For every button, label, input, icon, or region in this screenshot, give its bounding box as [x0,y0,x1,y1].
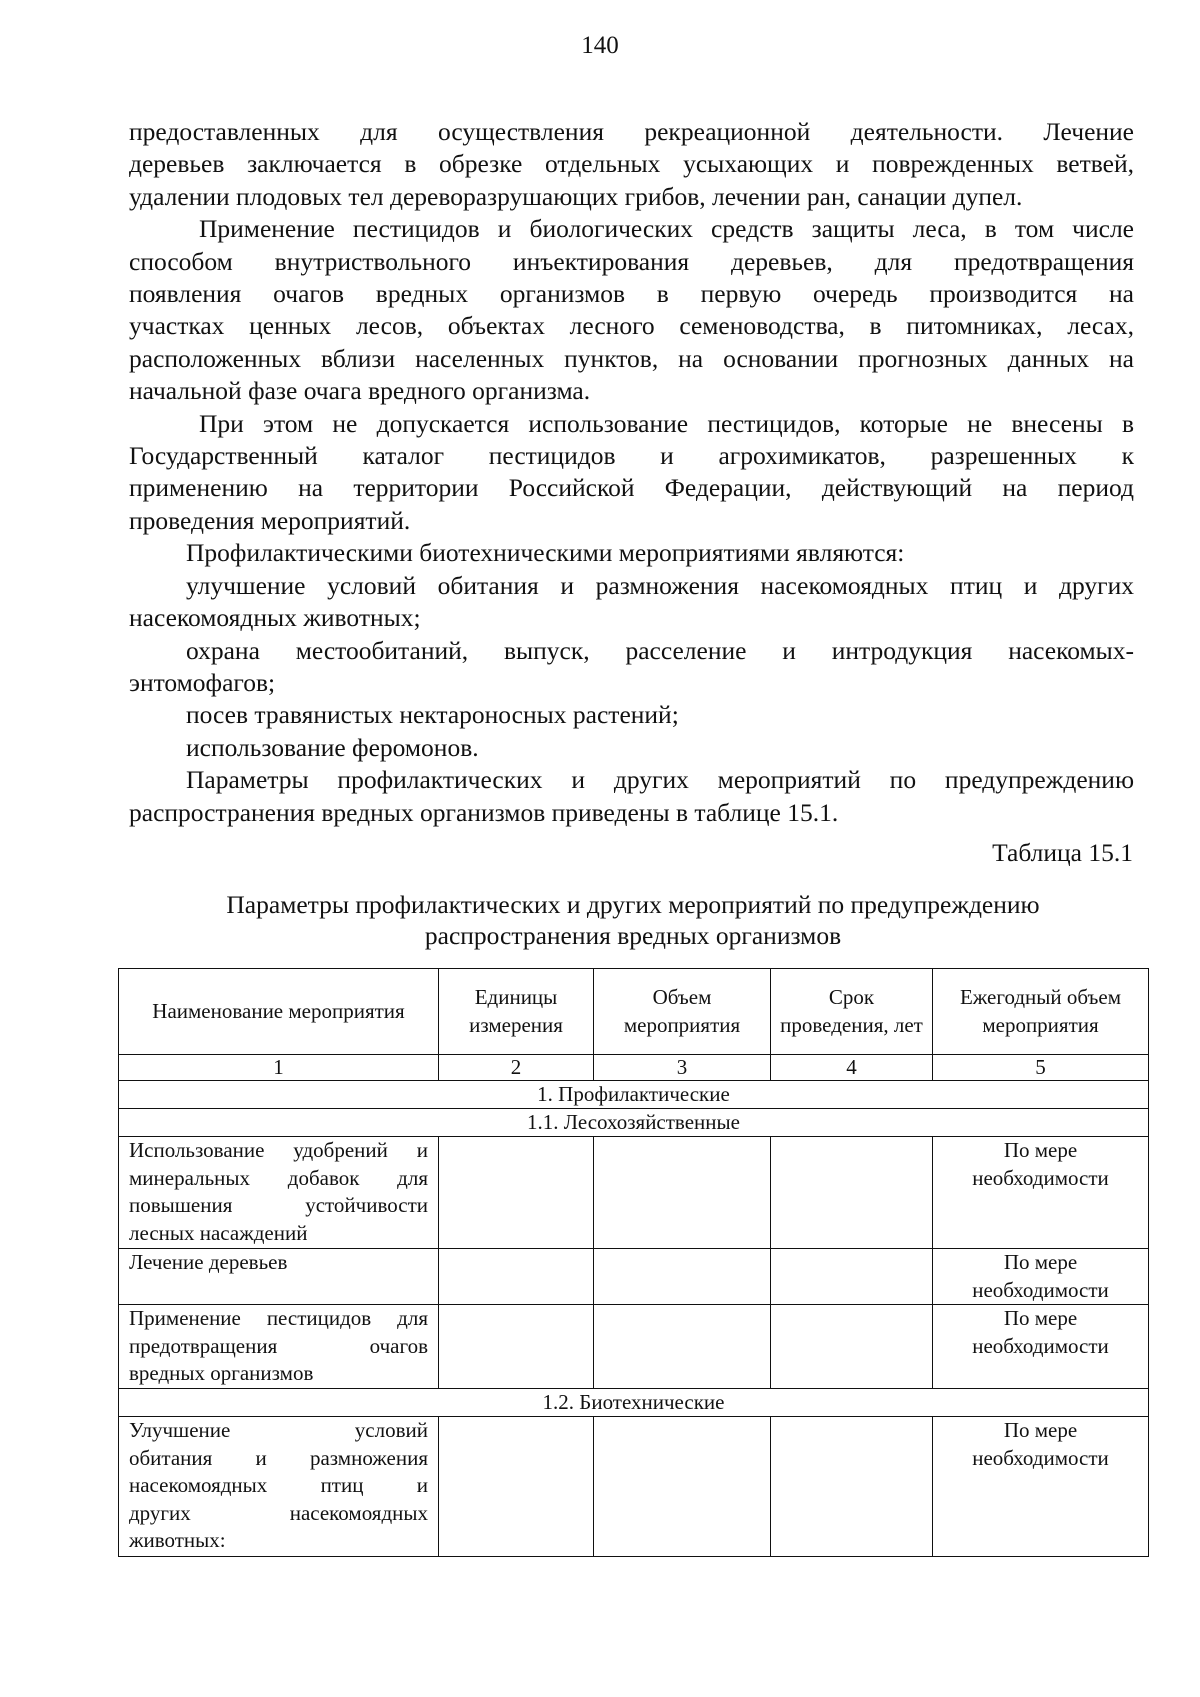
column-number: 5 [933,1055,1149,1081]
annual-volume-line: необходимости [972,1333,1109,1358]
table-row [119,1249,1149,1305]
header-cell: Единицы измерения [439,969,594,1055]
volume-cell [594,1305,771,1389]
measure-name-line: повышения устойчивости [129,1193,428,1217]
annual-volume-cell [933,1249,1149,1305]
period-cell [771,1249,933,1305]
measure-name-line: других насекомоядных [129,1500,428,1525]
paragraph: начальной фазе очага вредного организма. [129,376,591,406]
annual-volume-cell [933,1417,1149,1557]
header-cell: Объем мероприятия [594,969,771,1055]
list-item: охрана местообитаний, выпуск, расселение и интродукция насекомых- [186,635,1134,665]
annual-volume-line: По мере [1003,1306,1078,1330]
header-cell: Наименование мероприятия [119,969,439,1055]
body-text [129,116,1134,829]
paragraph: Государственный каталог пестицидов и агрохимикатов, разрешенных к [129,441,1134,471]
column-number-row [119,1055,1149,1081]
period-cell [771,1137,933,1249]
paragraph: расположенных вблизи населенных пунктов, на основании прогнозных данных на [129,343,1134,373]
paragraph: При этом не допускается использование пестицидов, которые не внесены в [199,408,1134,438]
measure-name-line: насекомоядных птиц и [129,1473,428,1497]
paragraph: участках ценных лесов, объектах лесного семеноводства, в питомниках, лесах, [129,311,1134,341]
paragraph: предоставленных для осуществления рекреационной деятельности. Лечение [129,117,1134,146]
header-cell: Срок проведения, лет [771,969,933,1055]
measure-name-line: обитания и размножения [129,1445,428,1470]
table-row [119,1417,1149,1557]
annual-volume-cell [933,1305,1149,1389]
annual-volume-cell [933,1137,1149,1249]
annual-volume-line: необходимости [972,1277,1109,1302]
annual-volume-line: По мере [1003,1418,1078,1442]
measure-name-cell [119,1417,439,1557]
measure-name-line: минеральных добавок для [129,1165,428,1190]
paragraph: распространения вредных организмов приведены в таблице 15.1. [129,797,839,827]
list-item: улучшение условий обитания и размножения насекомоядных птиц и других [186,570,1134,600]
measure-name-cell [119,1305,439,1389]
subsection-heading: 1.2. Биотехнические [119,1389,1149,1417]
column-number: 3 [594,1055,771,1081]
table-title-line: распространения вредных организмов [424,921,842,950]
measure-name-line: лесных насаждений [129,1220,308,1245]
volume-cell [594,1249,771,1305]
volume-cell [594,1137,771,1249]
measure-name-cell [119,1249,439,1305]
column-number: 4 [771,1055,933,1081]
measure-name-line: предотвращения очагов [129,1333,428,1358]
measure-name-line: животных: [129,1528,226,1552]
column-number: 1 [119,1055,439,1081]
measure-name-line: Улучшение условий [129,1418,428,1442]
paragraph: Профилактическими биотехническими мероприятиями являются: [186,538,905,568]
paragraph: появления очагов вредных организмов в первую очередь производится на [129,279,1134,309]
section-row [119,1081,1149,1109]
period-cell [771,1417,933,1557]
unit-cell [439,1305,594,1389]
paragraph: удалении плодовых тел дереворазрушающих грибов, лечении ран, санации дупел. [129,181,1023,211]
section-heading: 1. Профилактические [119,1081,1149,1109]
annual-volume-line: необходимости [972,1445,1109,1470]
measure-name-line: Лечение деревьев [129,1250,288,1274]
measure-name-line: Применение пестицидов для [129,1306,428,1330]
table-row [119,1305,1149,1389]
unit-cell [439,1249,594,1305]
paragraph: применению на территории Российской Федерации, действующий на период [129,473,1134,503]
column-number: 2 [439,1055,594,1081]
table-header-row [119,969,1149,1055]
annual-volume-line: По мере [1003,1138,1078,1162]
section-row [119,1109,1149,1137]
annual-volume-line: По мере [1003,1250,1078,1274]
measure-name-line: Использование удобрений и [129,1138,428,1162]
period-cell [771,1305,933,1389]
annual-volume-line: необходимости [972,1165,1109,1190]
table-title [118,889,1148,951]
unit-cell [439,1417,594,1557]
measure-name-cell [119,1137,439,1249]
page-number: 140 [581,32,619,59]
table-label: Таблица 15.1 [992,838,1133,867]
paragraph: Применение пестицидов и биологических средств защиты леса, в том числе [199,214,1134,244]
volume-cell [594,1417,771,1557]
list-item: использование феромонов. [186,732,479,762]
table-title-line: Параметры профилактических и других мероприятий по предупреждению [226,890,1040,919]
paragraph: деревьев заключается в обрезке отдельных усыхающих и поврежденных ветвей, [129,149,1134,179]
list-item: насекомоядных животных; [129,603,421,633]
section-row [119,1389,1149,1417]
list-item: энтомофагов; [129,667,276,697]
header-cell: Ежегодный объем мероприятия [933,969,1149,1055]
paragraph: проведения мероприятий. [129,505,411,535]
table-row [119,1137,1149,1249]
list-item: посев травянистых нектароносных растений; [186,700,679,730]
unit-cell [439,1137,594,1249]
measure-name-line: вредных организмов [129,1361,314,1385]
parameters-table [118,968,1149,1557]
paragraph: способом внутриствольного инъектирования деревьев, для предотвращения [129,246,1134,276]
subsection-heading: 1.1. Лесохозяйственные [119,1109,1149,1137]
paragraph: Параметры профилактических и других мероприятий по предупреждению [186,765,1134,795]
